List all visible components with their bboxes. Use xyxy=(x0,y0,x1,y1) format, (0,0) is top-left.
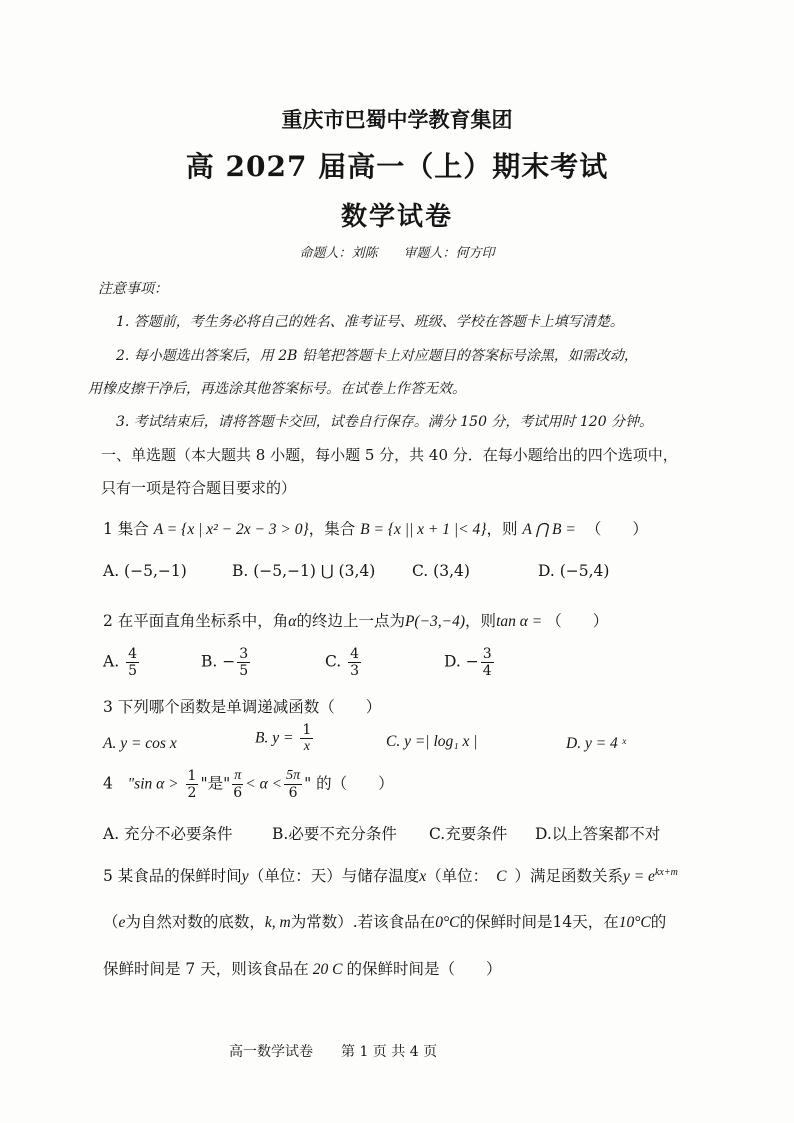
q1-set-b: B = {x || x + 1 |< 4} xyxy=(360,521,487,538)
question-1-stem xyxy=(103,517,648,539)
question-5-line-3: 保鲜时间是 7 天，则该食品在 20 C 的保鲜时间是（ ） xyxy=(103,960,502,978)
q2-option-c: C. $\frac{4}{3}$ xyxy=(325,646,360,680)
q2-option-b-fraction: $\frac{3}{5}$ xyxy=(239,646,249,680)
q2-option-a: A. $\frac{4}{5}$ xyxy=(103,646,137,680)
question-5-line-2: （e为自然对数的底数，k, m为常数）.若该食品在0°C的保鲜时间是14天，在10°C的 xyxy=(103,913,667,931)
footer-course: 高一数学试卷 xyxy=(229,1044,313,1060)
q4-fraction-half: $\frac{1}{2}$ xyxy=(187,768,197,802)
school-group-name: 重庆市巴蜀中学教育集团 xyxy=(281,107,513,132)
q1-option-c: C. (3,4) xyxy=(412,562,470,580)
q3-option-d: D. y = 4 ˣ xyxy=(566,735,627,752)
question-2-stem xyxy=(103,609,608,631)
question-4-stem: 4 "sin α > $\frac{1}{2}$ "是" $\frac{\pi}{6}$ < α < $\frac{5\pi}{6}$ " 的（ ） xyxy=(103,768,394,802)
q3-option-c: C. y =| log₁ x | xyxy=(386,733,478,750)
q4-fraction-pi-6: $\frac{\pi}{6}$ xyxy=(233,768,243,802)
q1-option-a: A. (−5,−1) xyxy=(103,562,187,580)
question-3-stem: 3 下列哪个函数是单调递减函数（ ） xyxy=(103,698,382,716)
q2-option-a-fraction: $\frac{4}{5}$ xyxy=(128,646,137,680)
q1-option-b: B. (−5,−1) ⋃ (3,4) xyxy=(232,562,376,580)
q3-option-b: B. y = $\frac{1}{x}$ xyxy=(255,722,312,755)
page-footer xyxy=(229,1041,437,1061)
question-5-line-1: 5 某食品的保鲜时间y（单位：天）与储存温度x（单位： C ）满足函数关系$y = e^{kx+m}$ xyxy=(103,866,678,885)
notice-item-1: 1. 答题前，考生务必将自己的姓名、准考证号、班级、学校在答题卡上填写清楚。 xyxy=(116,314,624,330)
q1-ask: A ⋂ B = xyxy=(522,521,576,538)
q1-set-a: A = {x | x² − 2x − 3 > 0} xyxy=(153,521,309,538)
section-heading-cont: 只有一项是符合题目要求的） xyxy=(101,479,297,497)
notice-item-3: 3. 考试结束后，请将答题卡交回，试卷自行保存。满分 150 分，考试用时 120 分钟。 xyxy=(116,414,654,430)
footer-page-number: 第 1 页 共 4 页 xyxy=(341,1044,438,1060)
section-heading: 一、单选题（本大题共 8 小题，每小题 5 分，共 40 分．在每小题给出的四个选项中， xyxy=(101,446,678,464)
q4-option-c: C.充要条件 xyxy=(429,825,508,843)
q2-option-d: D. − $\frac{3}{4}$ xyxy=(444,646,492,680)
notice-item-2-cont: 用橡皮擦干净后，再选涂其他答案标号。在试卷上作答无效。 xyxy=(88,381,466,397)
q2-option-b: B. − $\frac{3}{5}$ xyxy=(201,646,249,680)
subject-title: 数学试卷 xyxy=(340,202,453,232)
exam-title: 高 2027 届高一（上）期末考试 xyxy=(185,150,609,183)
q4-fraction-5pi-6: $\frac{5\pi}{6}$ xyxy=(286,768,301,802)
q2-point: P(−3,−4) xyxy=(404,613,466,630)
q2-option-c-fraction: $\frac{4}{3}$ xyxy=(350,646,360,680)
q2-option-d-fraction: $\frac{3}{4}$ xyxy=(482,646,492,680)
q1-option-d: D. (−5,4) xyxy=(538,562,610,580)
q2-answer-paren: （ ） xyxy=(546,612,609,630)
notice-heading: 注意事项： xyxy=(98,281,168,297)
q4-option-d: D.以上答案都不对 xyxy=(535,825,661,843)
q1-answer-paren: （ ） xyxy=(585,520,648,538)
q4-option-b: B.必要不充分条件 xyxy=(272,825,397,843)
q1-text-c: ，则 xyxy=(486,520,523,538)
q1-text: 1 集合 xyxy=(103,520,154,538)
q3-option-a: A. y = cos x xyxy=(103,735,177,752)
q3-option-b-fraction: $\frac{1}{x}$ xyxy=(302,722,312,755)
q4-option-a: A. 充分不必要条件 xyxy=(103,825,233,843)
author-line: 命题人：刘陈 审题人：何方印 xyxy=(299,246,495,261)
q2-text-b: 的终边上一点为 xyxy=(296,612,405,630)
q2-ask: tan α = xyxy=(496,613,543,630)
q2-text: 2 在平面直角坐标系中，角 xyxy=(103,612,289,630)
q1-text-b: ，集合 xyxy=(308,520,361,538)
q2-alpha: α xyxy=(288,613,297,630)
q2-text-c: ，则 xyxy=(465,612,497,630)
notice-item-2: 2. 每小题选出答案后，用 2B 铅笔把答题卡上对应题目的答案标号涂黑，如需改动， xyxy=(116,348,638,364)
